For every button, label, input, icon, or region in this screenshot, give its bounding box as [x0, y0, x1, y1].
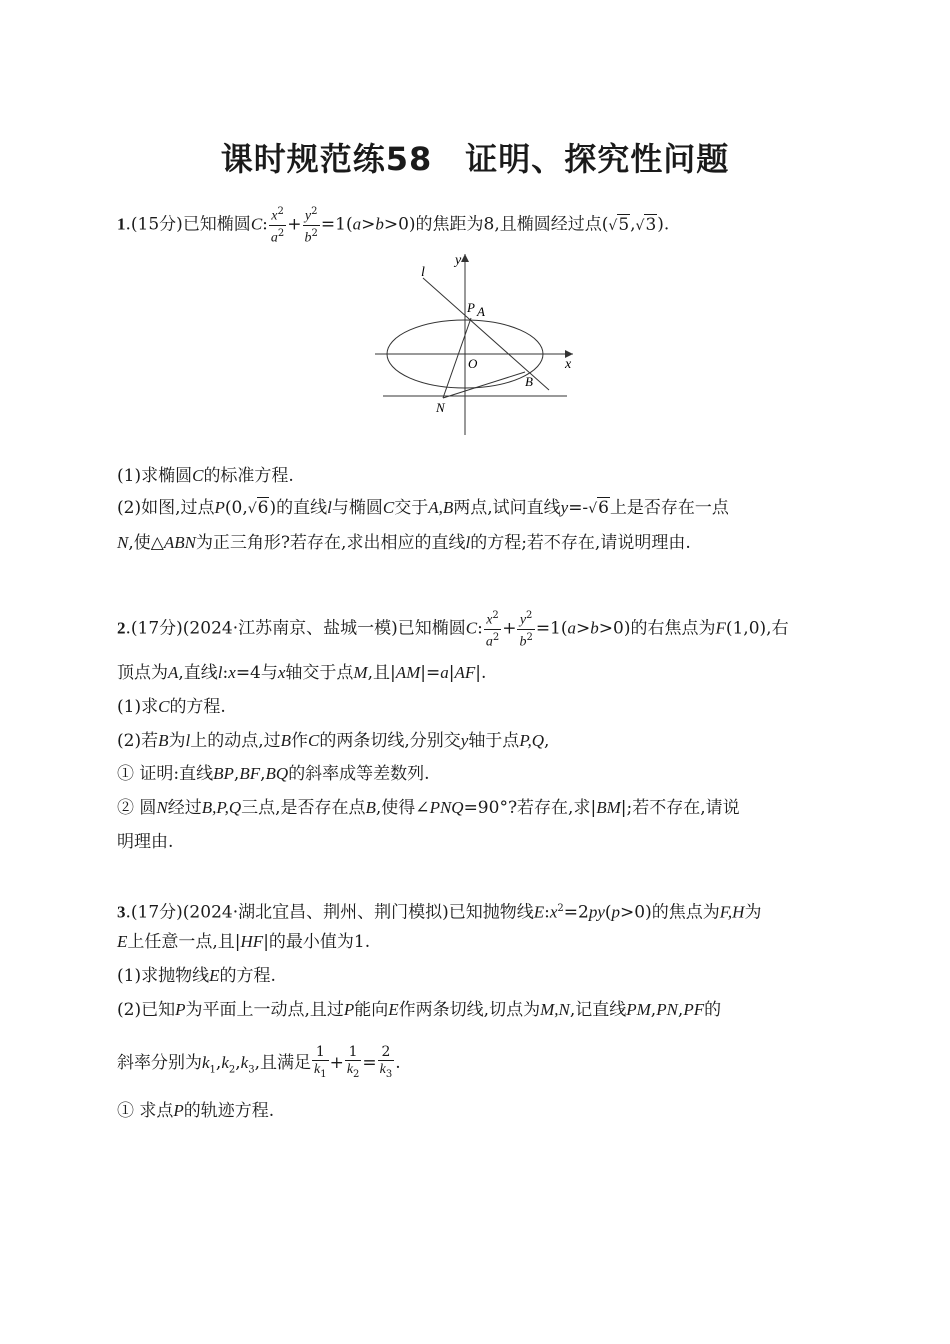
sqrt-3: √3 — [635, 214, 657, 235]
p3-number: 3 — [117, 902, 126, 922]
p3-line1: 3.(17分)(2024·湖北宜昌、荆州、荆门模拟)已知抛物线$E:x^2=2py(p>0)$的焦点为F,H为 — [117, 902, 762, 923]
sqrt-5: √5 — [608, 214, 630, 235]
y-axis-arrow — [461, 254, 469, 262]
label-x: x — [565, 357, 572, 372]
label-l: l — [421, 265, 425, 280]
p3-q2-line2: 斜率分别为$k_1,k_2,k_3$,且满足 $\frac{1}{k_1}$ + $\frac{1}{k_2}$ = $\frac{2}{k_3}$ . — [117, 1044, 401, 1083]
frac-x2-a2-2: $\frac{x^2}{a^2}$ — [485, 610, 500, 650]
label-y: y — [455, 253, 462, 268]
frac-y2-b2: $\frac{y^2}{b^2}$ — [304, 206, 318, 246]
p1-q2-line1: (2)如图,过点P(0,√6)的直线l与椭圆C交于A,B两点,试问直线y=-√6上是否存在一点 — [117, 496, 729, 521]
segment-nb — [443, 372, 525, 398]
p3-sub1: ① 求点P的轨迹方程. — [117, 1101, 275, 1121]
p2-q1: (1)求C的方程. — [117, 697, 226, 717]
frac-y2-b2-2: $\frac{y^2}{b^2}$ — [519, 610, 533, 650]
frac-x2-a2: $\frac{x^2}{a^2}$ — [270, 206, 285, 246]
label-a: A — [477, 304, 485, 319]
p2-sub2-line2: 明理由. — [117, 832, 174, 852]
p2-q2: (2)若B为l上的动点,过B作C的两条切线,分别交y轴于点P,Q, — [117, 731, 550, 751]
p2-line1: 2.(17分)(2024·江苏南京、盐城一模)已知椭圆C: $\frac{x^2}{a^2}$ + $\frac{y^2}{b^2}$ =1(a>b>0)的右焦点为F(1,0),右 — [117, 610, 789, 650]
p1-q1: (1)求椭圆C的标准方程. — [117, 466, 294, 486]
p1-q2-line2: N,使△ABN为正三角形?若存在,求出相应的直线l的方程;若不存在,请说明理由. — [117, 533, 691, 553]
frac-1-k1: $\frac{1}{k_1}$ — [313, 1044, 327, 1080]
p1-line1: 1.(15分)已知椭圆C: $\frac{x^2}{a^2}$ + $\frac{y^2}{b^2}$ =1(a>b>0)的焦距为8,且椭圆经过点(√5,√3). — [117, 206, 670, 246]
page-title: 课时规范练58 证明、探究性问题 — [220, 140, 730, 178]
label-b: B — [525, 374, 533, 389]
p3-q1: (1)求抛物线E的方程. — [117, 966, 276, 986]
label-p: P — [467, 300, 475, 315]
ellipse-diagram — [375, 250, 575, 440]
label-n: N — [436, 400, 445, 415]
p2-line2: 顶点为A,直线l:x=4与x轴交于点M,且|AM|=a|AF|. — [117, 663, 487, 683]
segment-na — [443, 318, 471, 398]
frac-2-k3: $\frac{2}{k_3}$ — [379, 1044, 393, 1080]
p3-q2-line1: (2)已知P为平面上一动点,且过P能向E作两条切线,切点为M,N,记直线PM,PN,PF的 — [117, 1000, 722, 1020]
p2-sub1: ① 证明:直线BP,BF,BQ的斜率成等差数列. — [117, 764, 430, 784]
sqrt-6: √6 — [247, 498, 269, 518]
frac-1-k2: $\frac{1}{k_2}$ — [346, 1044, 360, 1080]
p1-number: 1 — [117, 214, 126, 234]
p2-number: 2 — [117, 618, 126, 638]
p2-sub2-line1: ② 圆N经过B,P,Q三点,是否存在点B,使得∠PNQ=90°?若存在,求|BM|;若不存在,请说 — [117, 798, 740, 818]
p3-line2: E上任意一点,且|HF|的最小值为1. — [117, 932, 371, 952]
sqrt-6-neg: √6 — [588, 498, 609, 518]
label-o: O — [468, 356, 478, 371]
